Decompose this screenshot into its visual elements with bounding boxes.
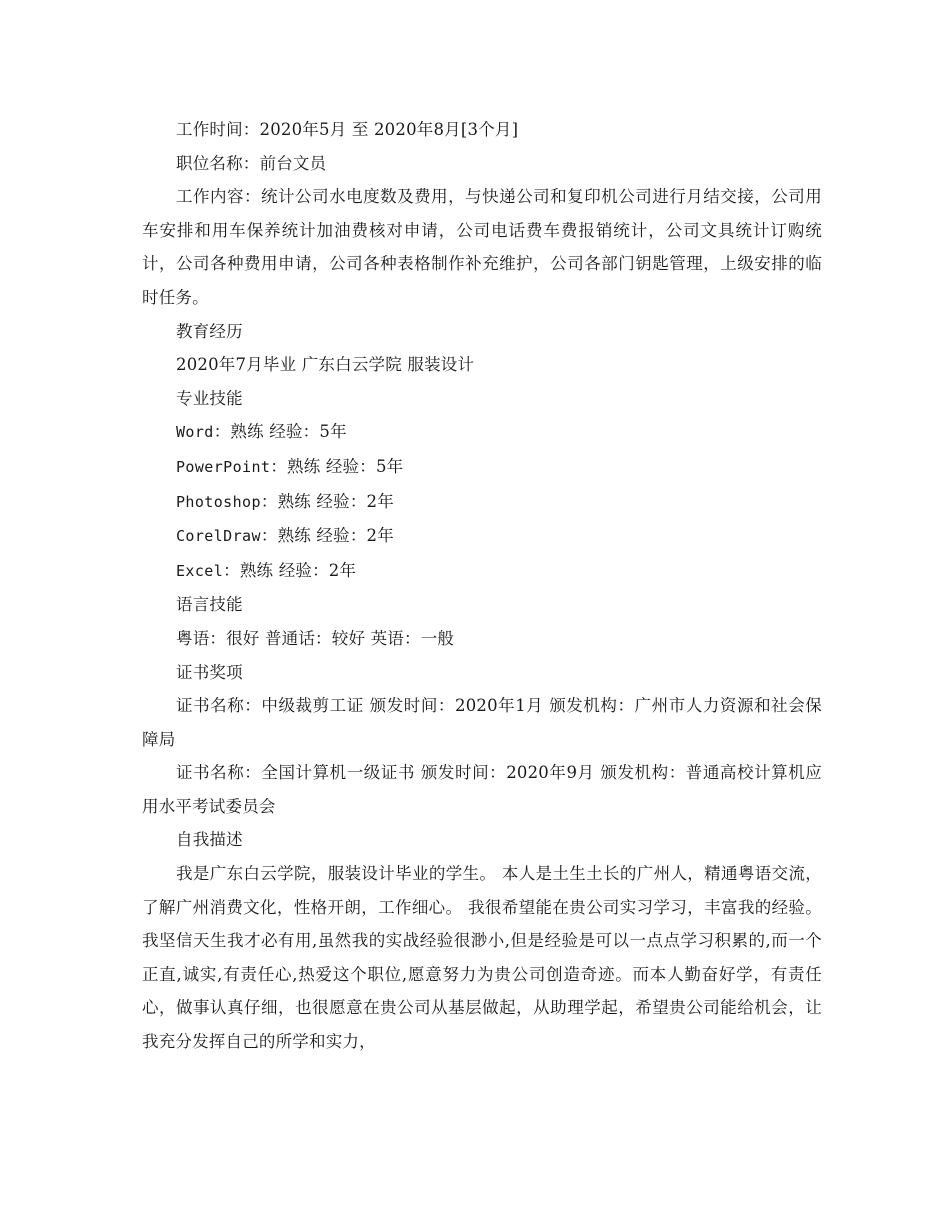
skill-name: Photoshop: [176, 492, 261, 511]
skill-detail: ：熟练 经验：2年: [260, 526, 394, 546]
work-content: 工作内容：统计公司水电度数及费用，与快递公司和复印机公司进行月结交接，公司用车安排和用车保养统计加油费核对申请，公司电话费车费报销统计，公司文具统计订购统计，公司各种费用申请，公司各种表格制作补充维护，公司各部门钥匙管理，上级安排的临时任务。: [142, 187, 822, 307]
language-heading: 语言技能: [176, 595, 243, 615]
work-position: 职位名称：前台文员: [176, 153, 327, 173]
skill-item: [142, 415, 822, 450]
resume-body: [142, 113, 822, 1059]
skill-detail: ：熟练 经验：5年: [270, 456, 404, 476]
certificates-heading: 证书奖项: [176, 662, 243, 682]
self-description-heading: 自我描述: [176, 830, 243, 850]
skill-detail: ：熟练 经验：5年: [213, 422, 347, 442]
skill-name: PowerPoint: [176, 457, 271, 476]
language-entry: 粤语：很好 普通话：较好 英语：一般: [176, 628, 455, 648]
skills-heading: 专业技能: [176, 388, 243, 408]
certificate-item: 证书名称：中级裁剪工证 颁发时间：2020年1月 颁发机构：广州市人力资源和社会保障局: [142, 696, 822, 749]
certificate-item: 证书名称：全国计算机一级证书 颁发时间：2020年9月 颁发机构：普通高校计算机应用水平考试委员会: [142, 763, 822, 816]
skill-item: [142, 485, 822, 520]
skill-name: CorelDraw: [176, 527, 261, 546]
skill-name: Word: [176, 423, 214, 442]
skill-item: [142, 450, 822, 485]
skill-item: [142, 554, 822, 589]
self-description-text: 我是广东白云学院，服装设计毕业的学生。 本人是土生土长的广州人，精通粤语交流，了解广州消费文化，性格开朗，工作细心。 我很希望能在贵公司实习学习，丰富我的经验。我坚信天生我才必有用,虽然我的实战经验很渺小,但是经验是可以一点点学习积累的,而一个正直,诚实,有责任心,热爱这个职位,愿意努力为贵公司创造奇迹。而本人勤奋好学，有责任心，做事认真仔细，也很愿意在贵公司从基层做起，从助理学起，希望贵公司能给机会，让我充分发挥自己的所学和实力，: [142, 864, 822, 1052]
skill-item: [142, 519, 822, 554]
skill-name: Excel: [176, 561, 224, 580]
education-entry: 2020年7月毕业 广东白云学院 服装设计: [176, 355, 475, 375]
skill-detail: ：熟练 经验：2年: [223, 560, 357, 580]
education-heading: 教育经历: [176, 321, 243, 341]
work-time: 工作时间：2020年5月 至 2020年8月[3个月]: [176, 120, 519, 139]
skill-detail: ：熟练 经验：2年: [260, 491, 394, 511]
